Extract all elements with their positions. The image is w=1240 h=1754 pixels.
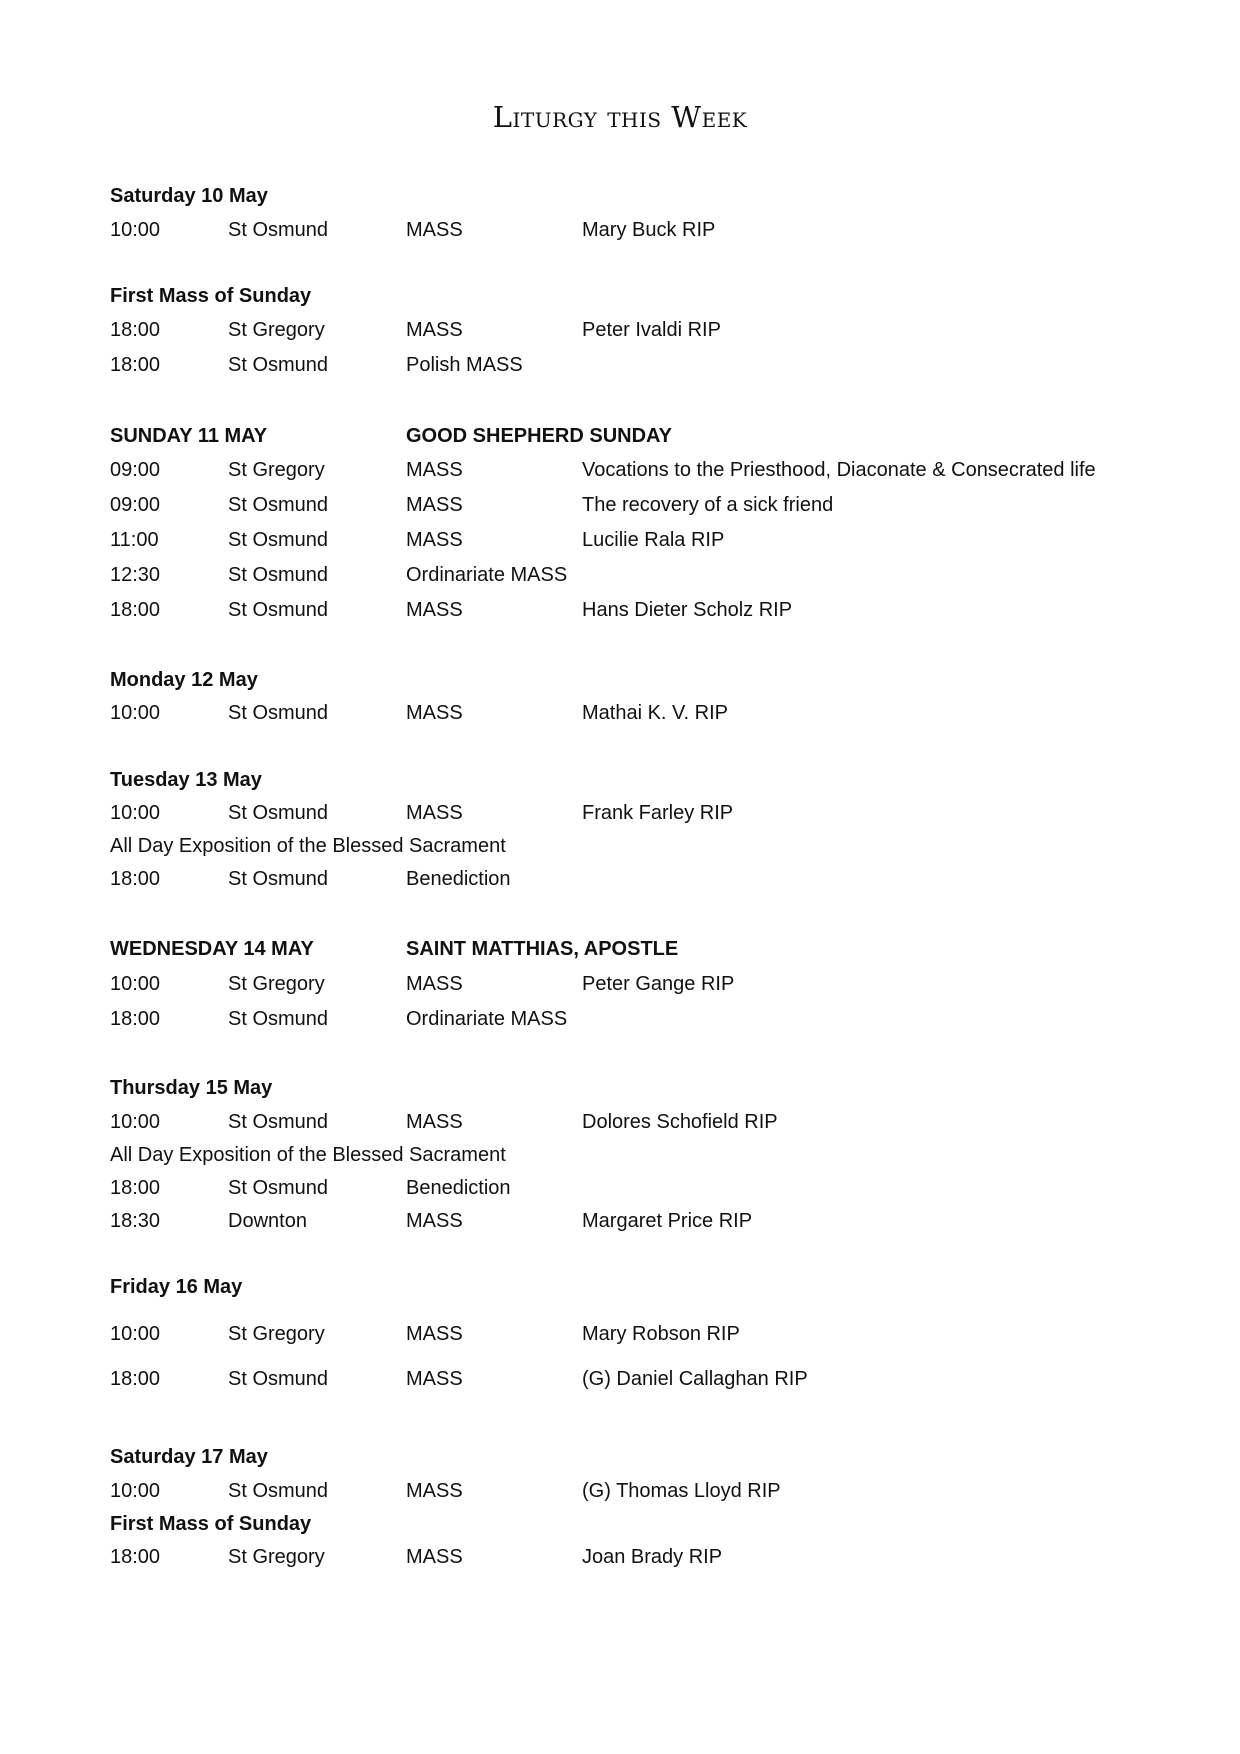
service-row: [110, 1208, 1150, 1234]
service-row: [110, 800, 1150, 826]
day-title: Tuesday 13 May: [110, 769, 262, 791]
service-row: [110, 1366, 1150, 1392]
service-church: St Gregory: [228, 459, 325, 481]
service-time: 11:00: [110, 529, 159, 551]
service-time: 10:00: [110, 802, 161, 824]
service-time: 10:00: [110, 702, 161, 724]
service-type: Polish MASS: [406, 354, 523, 376]
day-title: Saturday 10 May: [110, 185, 268, 207]
service-church: St Osmund: [228, 354, 329, 376]
service-time: 18:00: [110, 868, 161, 890]
service-type: MASS: [406, 529, 463, 551]
exposition-note: All Day Exposition of the Blessed Sacrament: [110, 835, 506, 857]
service-row: [110, 217, 1150, 243]
service-church: St Osmund: [228, 529, 329, 551]
service-type: MASS: [406, 802, 463, 824]
day-header: [110, 667, 1150, 693]
service-type: MASS: [406, 219, 463, 241]
service-church: St Osmund: [228, 1177, 329, 1199]
service-church: Downton: [228, 1210, 307, 1232]
service-church: St Osmund: [228, 868, 329, 890]
service-intention: Peter Ivaldi RIP: [582, 319, 721, 341]
service-church: St Osmund: [228, 1111, 329, 1133]
service-row: [110, 866, 1150, 892]
day-title: Monday 12 May: [110, 669, 258, 691]
service-row: [110, 562, 1150, 588]
service-intention: Dolores Schofield RIP: [582, 1111, 778, 1133]
service-type: MASS: [406, 599, 463, 621]
service-intention: Joan Brady RIP: [582, 1546, 723, 1568]
service-type: MASS: [406, 1368, 463, 1390]
service-time: 09:00: [110, 494, 161, 516]
day-title: SUNDAY 11 MAY: [110, 425, 268, 447]
day-title: Thursday 15 May: [110, 1077, 273, 1099]
day-title: WEDNESDAY 14 MAY: [110, 938, 314, 960]
service-church: St Gregory: [228, 1546, 325, 1568]
service-intention: Hans Dieter Scholz RIP: [582, 599, 793, 621]
service-type: MASS: [406, 319, 463, 341]
day-title: First Mass of Sunday: [110, 1513, 312, 1535]
service-time: 10:00: [110, 1480, 161, 1502]
note-row: [110, 1142, 1150, 1168]
service-type: MASS: [406, 459, 463, 481]
service-type: MASS: [406, 1546, 463, 1568]
service-time: 18:00: [110, 1546, 161, 1568]
service-church: St Gregory: [228, 319, 325, 341]
service-time: 18:00: [110, 1008, 161, 1030]
service-time: 12:30: [110, 564, 161, 586]
service-row: [110, 1109, 1150, 1135]
day-header: [110, 767, 1150, 793]
service-time: 18:00: [110, 1368, 161, 1390]
service-intention: Frank Farley RIP: [582, 802, 734, 824]
service-row: [110, 1478, 1150, 1504]
page-title: Liturgy this Week: [492, 100, 748, 134]
service-row: [110, 971, 1150, 997]
service-row: [110, 317, 1150, 343]
day-header: [110, 1511, 1150, 1537]
service-time: 10:00: [110, 973, 161, 995]
service-intention: (G) Thomas Lloyd RIP: [582, 1480, 781, 1502]
service-church: St Osmund: [228, 494, 329, 516]
service-church: St Osmund: [228, 702, 329, 724]
day-header: [110, 936, 1150, 962]
service-row: [110, 457, 1150, 483]
day-header: [110, 1075, 1150, 1101]
service-type: MASS: [406, 1323, 463, 1345]
service-church: St Gregory: [228, 973, 325, 995]
service-time: 10:00: [110, 1111, 161, 1133]
feast-title: SAINT MATTHIAS, APOSTLE: [406, 938, 679, 960]
day-header: [110, 1444, 1150, 1470]
service-row: [110, 492, 1150, 518]
service-intention: Peter Gange RIP: [582, 973, 735, 995]
day-title: First Mass of Sunday: [110, 285, 312, 307]
service-intention: Mary Robson RIP: [582, 1323, 740, 1345]
exposition-note: All Day Exposition of the Blessed Sacrament: [110, 1144, 506, 1166]
feast-title: GOOD SHEPHERD SUNDAY: [406, 425, 672, 447]
service-type: MASS: [406, 1480, 463, 1502]
service-intention: (G) Daniel Callaghan RIP: [582, 1368, 808, 1390]
day-header: [110, 183, 1150, 209]
service-type: MASS: [406, 1210, 463, 1232]
service-type: MASS: [406, 494, 463, 516]
service-row: [110, 352, 1150, 378]
service-row: [110, 1006, 1150, 1032]
service-church: St Osmund: [228, 1480, 329, 1502]
day-header: [110, 423, 1150, 449]
service-time: 10:00: [110, 1323, 161, 1345]
service-type: MASS: [406, 1111, 463, 1133]
service-church: St Osmund: [228, 599, 329, 621]
service-church: St Osmund: [228, 802, 329, 824]
service-row: [110, 1544, 1150, 1570]
service-church: St Gregory: [228, 1323, 325, 1345]
service-intention: Mary Buck RIP: [582, 219, 716, 241]
service-time: 18:00: [110, 599, 161, 621]
day-header: [110, 283, 1150, 309]
service-intention: Lucilie Rala RIP: [582, 529, 725, 551]
service-intention: Mathai K. V. RIP: [582, 702, 728, 724]
service-church: St Osmund: [228, 1368, 329, 1390]
service-time: 10:00: [110, 219, 161, 241]
service-time: 09:00: [110, 459, 161, 481]
note-row: [110, 833, 1150, 859]
service-type: Benediction: [406, 1177, 511, 1199]
day-title: Saturday 17 May: [110, 1446, 268, 1468]
service-type: Benediction: [406, 868, 511, 890]
service-church: St Osmund: [228, 564, 329, 586]
service-time: 18:30: [110, 1210, 161, 1232]
service-type: MASS: [406, 702, 463, 724]
service-type: MASS: [406, 973, 463, 995]
service-church: St Osmund: [228, 1008, 329, 1030]
service-type: Ordinariate MASS: [406, 564, 568, 586]
service-row: [110, 1321, 1150, 1347]
service-intention: The recovery of a sick friend: [582, 494, 834, 516]
service-time: 18:00: [110, 1177, 161, 1199]
service-row: [110, 700, 1150, 726]
day-title: Friday 16 May: [110, 1276, 243, 1298]
service-intention: Vocations to the Priesthood, Diaconate & Consecrated life: [582, 459, 1096, 481]
service-church: St Osmund: [228, 219, 329, 241]
service-time: 18:00: [110, 319, 161, 341]
service-row: [110, 1175, 1150, 1201]
day-header: [110, 1274, 1150, 1300]
service-time: 18:00: [110, 354, 161, 376]
service-type: Ordinariate MASS: [406, 1008, 568, 1030]
service-intention: Margaret Price RIP: [582, 1210, 753, 1232]
service-row: [110, 527, 1150, 553]
service-row: [110, 597, 1150, 623]
